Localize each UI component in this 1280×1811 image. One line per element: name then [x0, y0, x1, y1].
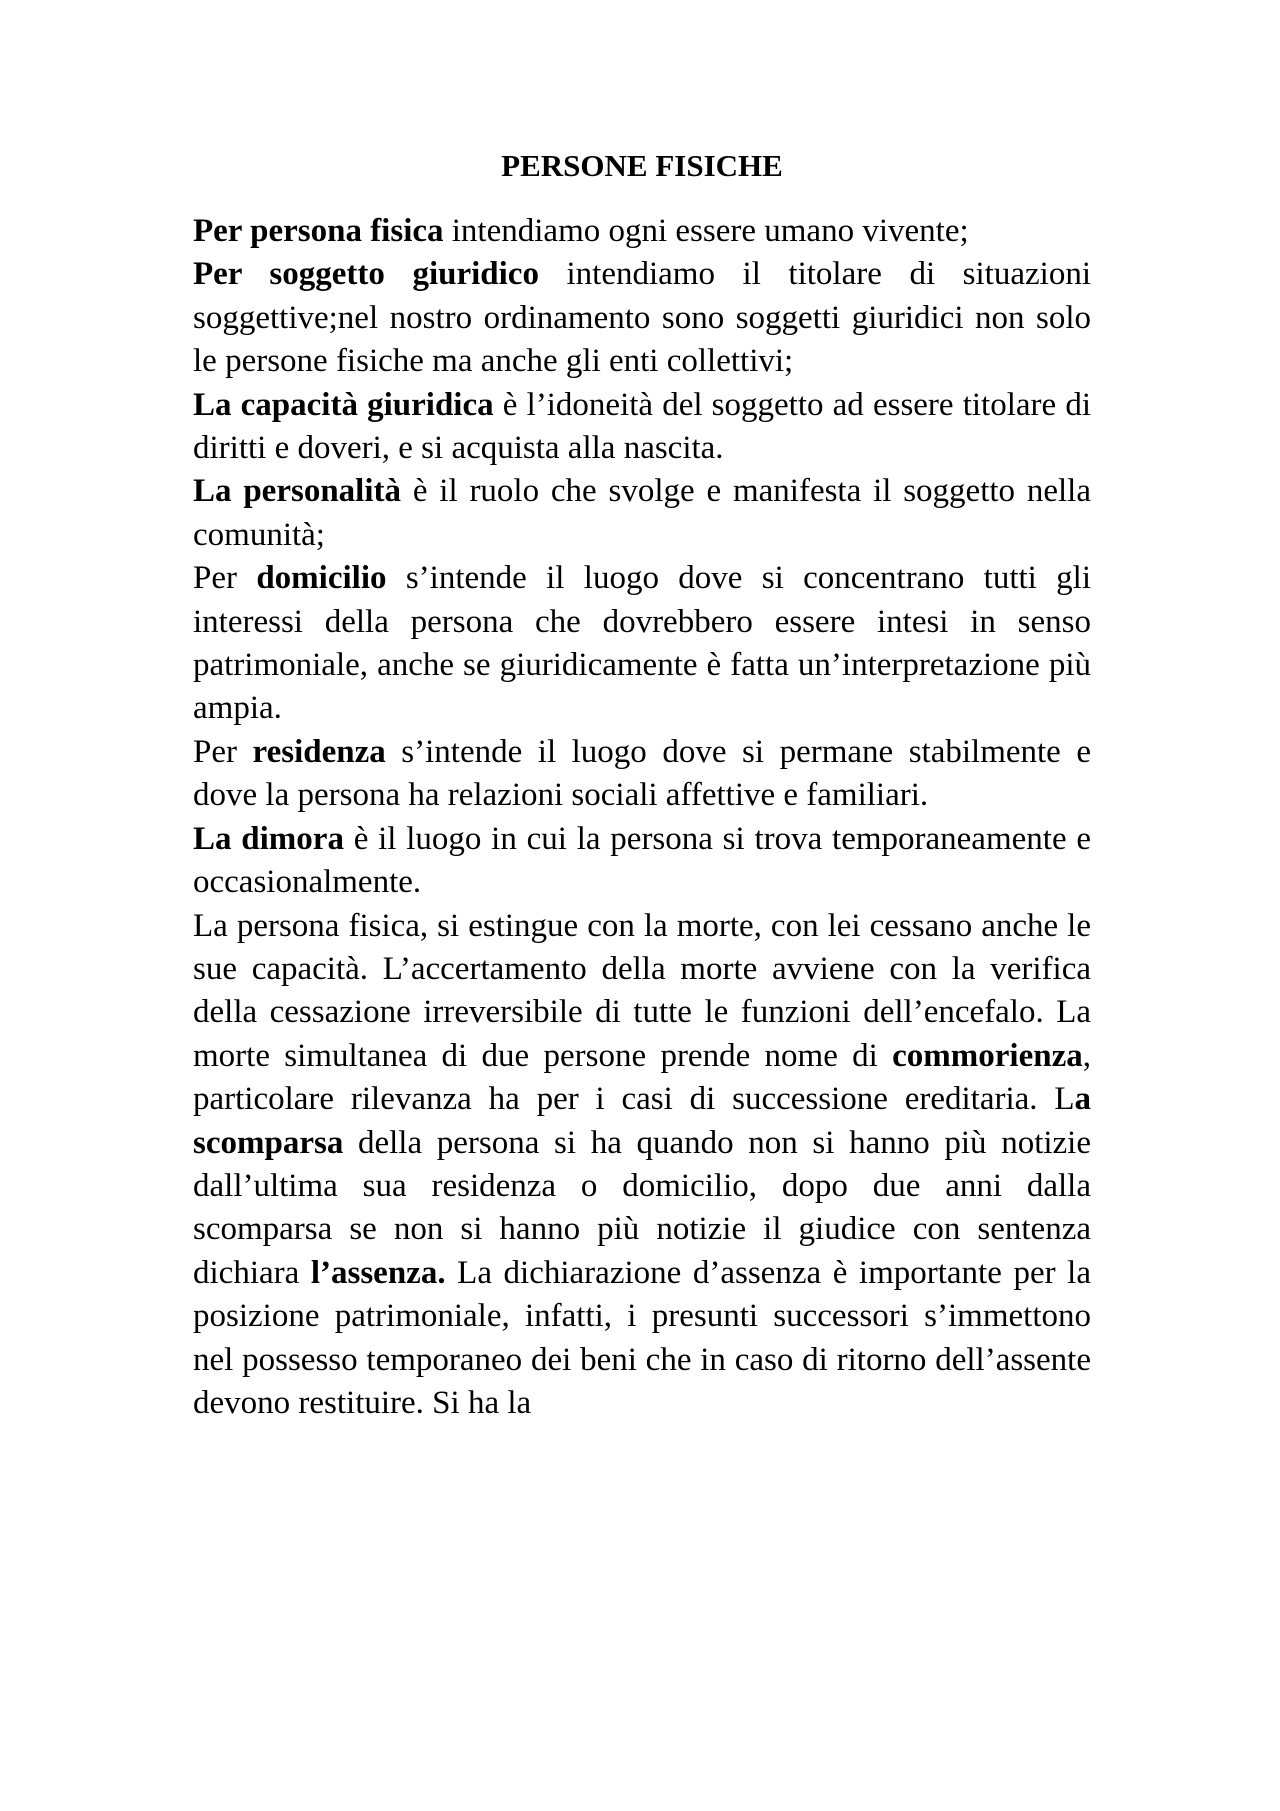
bold-term: Per persona fisica [193, 213, 444, 249]
text-run: è l’idoneità del soggetto ad essere titolare di diritti e doveri, e si acquista alla nascita. [193, 386, 1091, 467]
paragraph [193, 253, 1091, 383]
paragraph [193, 384, 1091, 471]
text-run: intendiamo ogni essere umano vivente; [443, 213, 969, 249]
paragraph [193, 557, 1091, 731]
text-run: La persona fisica, si estingue con la morte, con lei cessano anche le sue capacità. L’accertamento della morte avviene con la verifica della cessazione irreversibile di tutte le funzioni dell’encefalo. La morte simultanea di due persone prende nome di [193, 907, 1091, 1074]
bold-term: commorienza [892, 1037, 1083, 1074]
text-run: Per [193, 733, 253, 770]
text-run: della persona si ha quando non si hanno più notizie dall’ultima sua residenza o domicilio, dopo due anni dalla scomparsa se non si hanno più notizie il giudice con sentenza dichiara [193, 1124, 1091, 1291]
bold-term: Per soggetto giuridico [193, 256, 539, 293]
document-page [193, 146, 1091, 1425]
text-run: è il ruolo che svolge e manifesta il soggetto nella comunità; [193, 473, 1091, 553]
bold-term: residenza [252, 733, 386, 770]
text-run: La dichiarazione d’assenza è importante per la posizione patrimoniale, infatti, i presunti successori s’immettono nel possesso temporaneo dei beni che in caso di ritorno dell’assente devono restituire. Si ha la [193, 1254, 1091, 1421]
document-body [193, 210, 1091, 1425]
text-run: Per [193, 560, 257, 597]
bold-term: La personalità [193, 473, 401, 510]
text-run: , particolare rilevanza ha per i casi di successione ereditaria. L [193, 1037, 1091, 1118]
paragraph [193, 731, 1091, 818]
text-run: intendiamo il titolare di situazioni soggettive;nel nostro ordinamento sono soggetti giuridici non solo le persone fisiche ma anche gli enti collettivi; [193, 256, 1091, 380]
paragraph [193, 818, 1091, 905]
page-title: PERSONE FISICHE [501, 148, 783, 183]
paragraph [193, 210, 1091, 253]
text-run: s’intende il luogo dove si permane stabilmente e dove la persona ha relazioni sociali affettive e familiari. [193, 733, 1091, 814]
bold-term: La capacità giuridica [193, 386, 494, 423]
bold-term: a scomparsa [193, 1081, 1091, 1161]
bold-term: La dimora [193, 820, 344, 857]
text-run: s’intende il luogo dove si concentrano tutti gli interessi della persona che dovrebbero essere intesi in senso patrimoniale, anche se giuridicamente è fatta un’interpretazione più ampia. [193, 560, 1091, 727]
bold-term: domicilio [256, 560, 387, 597]
bold-term: l’assenza. [310, 1254, 446, 1291]
text-run: è il luogo in cui la persona si trova temporaneamente e occasionalmente. [193, 820, 1092, 901]
paragraph [193, 905, 1091, 1426]
paragraph [193, 470, 1091, 557]
